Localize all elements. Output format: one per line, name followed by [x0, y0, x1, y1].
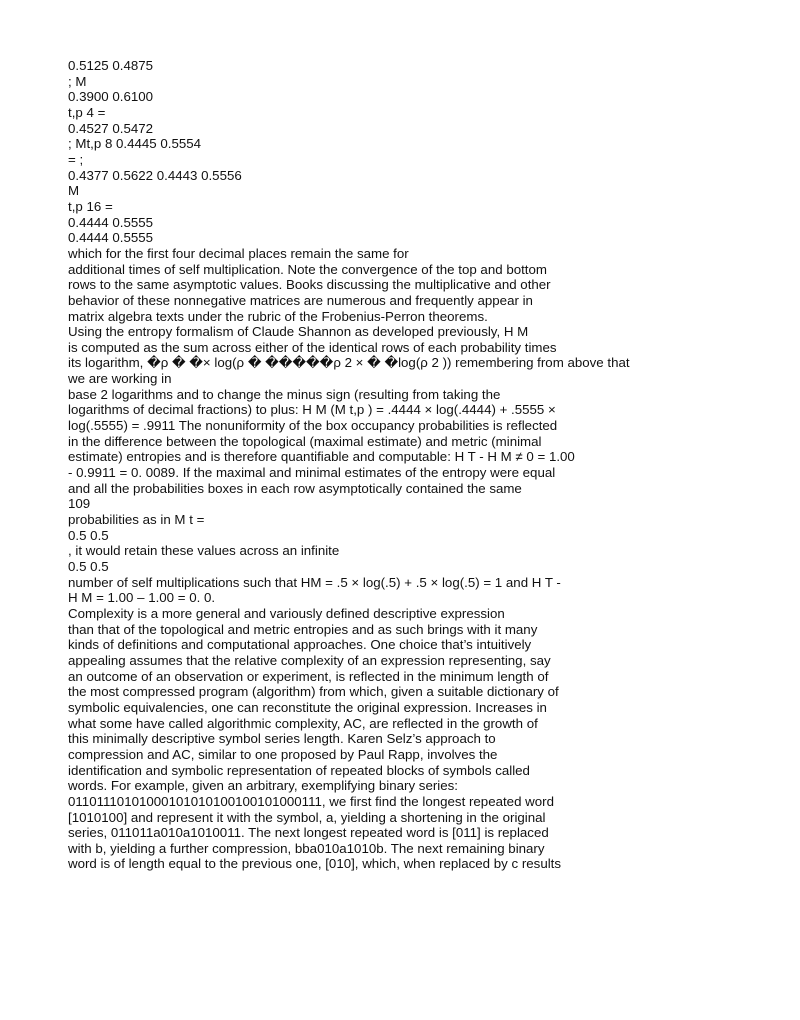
text-line: 0.4444 0.5555 — [68, 214, 154, 230]
text-line: identification and symbolic representation of repeated blocks of symbols called — [68, 762, 530, 778]
text-line: symbolic equivalencies, one can reconstitute the original expression. Increases in — [68, 699, 547, 715]
text-line: with b, yielding a further compression, bba010a1010b. The next remaining binary — [68, 840, 545, 856]
text-line: Using the entropy formalism of Claude Shannon as developed previously, H M — [68, 324, 529, 340]
text-line: which for the first four decimal places remain the same for — [68, 245, 409, 261]
text-line: t,p 4 = — [68, 104, 106, 120]
text-line: 0.5125 0.4875 — [68, 58, 154, 73]
text-line: appealing assumes that the relative complexity of an expression representing, say — [68, 652, 551, 668]
text-line: 01101110101000101010100100101000111, we first find the longest repeated word — [68, 793, 554, 809]
text-line: rows to the same asymptotic values. Books discussing the multiplicative and other — [68, 277, 551, 293]
text-line: [1010100] and represent it with the symbol, a, yielding a shortening in the original — [68, 809, 546, 825]
text-line: 0.4377 0.5622 0.4443 0.5556 — [68, 167, 242, 183]
text-line: what some have called algorithmic complexity, AC, are reflected in the growth of — [68, 715, 538, 731]
text-line: an outcome of an observation or experiment, is reflected in the minimum length of — [68, 668, 549, 684]
text-line: 0.4444 0.5555 — [68, 230, 154, 246]
text-line: ; M — [68, 73, 87, 89]
text-line: log(.5555) = .9911 The nonuniformity of the box occupancy probabilities is reflected — [68, 418, 558, 434]
text-line: than that of the topological and metric entropies and as such brings with it many — [68, 621, 538, 637]
text-line: = ; — [68, 151, 84, 167]
text-line: H M = 1.00 – 1.00 = 0. 0. — [68, 590, 216, 606]
text-line: additional times of self multiplication. Note the convergence of the top and bottom — [68, 261, 547, 277]
text-line: probabilities as in M t = — [68, 512, 205, 528]
text-line: series, 011011a010a1010011. The next longest repeated word is [011] is replaced — [68, 825, 549, 841]
text-line: number of self multiplications such that HM = .5 × log(.5) + .5 × log(.5) = 1 and H T - — [68, 574, 561, 590]
text-line: the most compressed program (algorithm) from which, given a suitable dictionary of — [68, 684, 559, 700]
text-line: Complexity is a more general and variously defined descriptive expression — [68, 605, 505, 621]
text-line: estimate) entropies and is therefore quantifiable and computable: H T - H M ≠ 0 = 1.00 — [68, 449, 575, 465]
text-line: behavior of these nonnegative matrices are numerous and frequently appear in — [68, 292, 533, 308]
page-number: 109 — [68, 496, 91, 512]
document-page — [68, 58, 768, 872]
text-line: , it would retain these values across an infinite — [68, 543, 340, 559]
text-line: its logarithm, �ρ � �× log(ρ � �����ρ 2 × � �log(ρ 2 )) remembering from above that — [68, 355, 630, 371]
text-line: ; Mt,p 8 0.4445 0.5554 — [68, 136, 202, 152]
text-line: base 2 logarithms and to change the minus sign (resulting from taking the — [68, 386, 501, 402]
text-line: words. For example, given an arbitrary, exemplifying binary series: — [68, 778, 458, 794]
text-line: 0.4527 0.5472 — [68, 120, 154, 136]
text-line: 0.5 0.5 — [68, 559, 109, 574]
text-line: matrix algebra texts under the rubric of the Frobenius-Perron theorems. — [68, 308, 488, 324]
text-line: in the difference between the topological (maximal estimate) and metric (minimal — [68, 433, 542, 449]
text-line: is computed as the sum across either of the identical rows of each probability times — [68, 339, 557, 355]
text-line: and all the probabilities boxes in each row asymptotically contained the same — [68, 480, 522, 496]
text-line: - 0.9911 = 0. 0089. If the maximal and minimal estimates of the entropy were equal — [68, 465, 556, 481]
text-line: t,p 16 = — [68, 198, 113, 214]
text-line: this minimally descriptive symbol series length. Karen Selz’s approach to — [68, 731, 496, 747]
text-line: compression and AC, similar to one proposed by Paul Rapp, involves the — [68, 746, 498, 762]
text-line: logarithms of decimal fractions) to plus: H M (M t,p ) = .4444 × log(.4444) + .5555 × — [68, 402, 556, 418]
text-line: 0.3900 0.6100 — [68, 89, 154, 105]
text-line: kinds of definitions and computational approaches. One choice that’s intuitively — [68, 637, 532, 653]
text-line: 0.5 0.5 — [68, 527, 109, 543]
text-line: word is of length equal to the previous one, [010], which, when replaced by c results — [68, 856, 562, 872]
text-line: M — [68, 183, 80, 199]
text-line: we are working in — [68, 371, 172, 387]
